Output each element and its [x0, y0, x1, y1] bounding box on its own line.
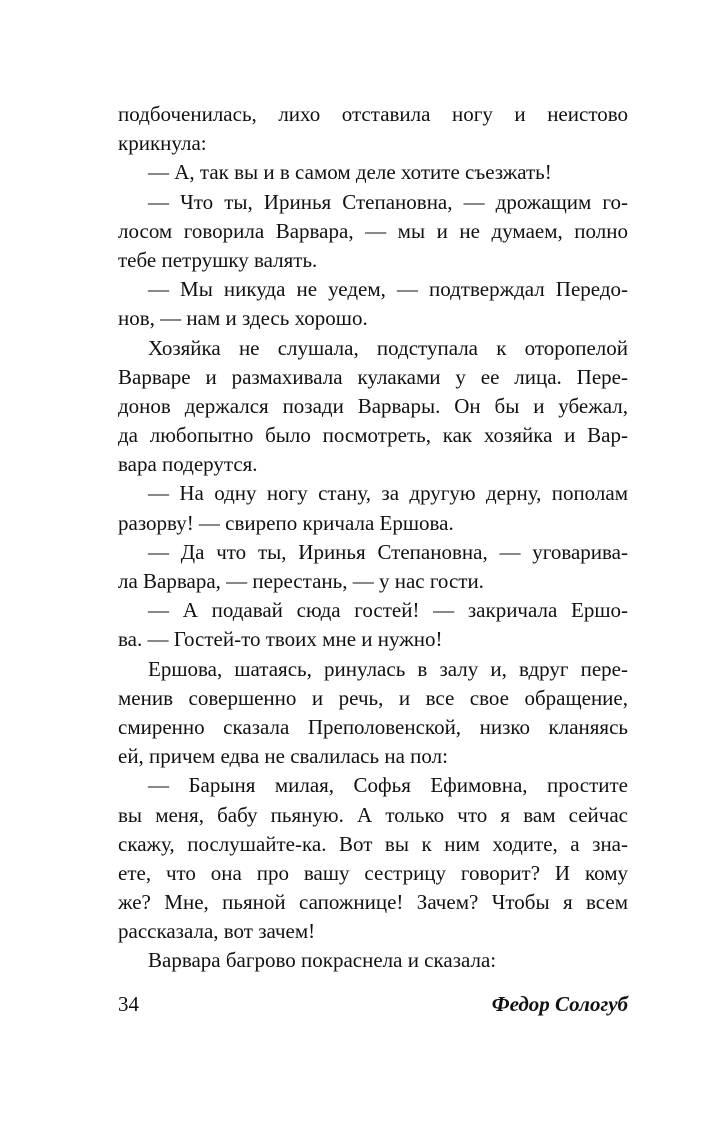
text-line: — Барыня милая, Софья Ефимовна, простите	[148, 773, 628, 798]
text-line: смиренно сказала Преполовенской, низко кланяясь	[118, 714, 628, 739]
text-line: — А, так вы и в самом деле хотите съезжать!	[148, 160, 552, 185]
page-footer	[118, 992, 628, 1022]
text-line: ва. — Гостей-то твоих мне и нужно!	[118, 627, 443, 652]
text-line: нов, — нам и здесь хорошо.	[118, 306, 368, 331]
text-line: — А подавай сюда гостей! — закричала Ершо-	[148, 598, 628, 623]
text-line: рассказала, вот зачем!	[118, 919, 316, 944]
text-line: же? Мне, пьяной сапожнице! Зачем? Чтобы я всем	[118, 890, 628, 915]
text-line: скажу, послушайте-ка. Вот вы к ним ходите, а зна-	[118, 831, 628, 856]
text-line: Варвара багрово покраснела и сказала:	[148, 948, 497, 973]
text-line: — Да что ты, Иринья Степановна, — уговарива-	[148, 539, 628, 564]
text-line: Ершова, шатаясь, ринулась в залу и, вдруг пере-	[148, 656, 628, 681]
paragraph	[118, 771, 628, 946]
paragraph	[118, 100, 628, 158]
running-title: Федор Сологуб	[491, 992, 628, 1016]
paragraph	[118, 188, 628, 276]
paragraph	[118, 334, 628, 480]
text-line: крикнула:	[118, 131, 207, 156]
text-line: донов держался позади Варвары. Он бы и убежал,	[118, 393, 628, 418]
text-line: тебе петрушку валять.	[118, 247, 318, 272]
text-line: вара подерутся.	[118, 452, 258, 477]
text-line: Варваре и размахивала кулаками у ее лица. Пере-	[118, 364, 628, 389]
text-line: разорву! — свирепо кричала Ершова.	[118, 510, 454, 535]
page-number: 34	[118, 992, 139, 1016]
text-line: да любопытно было посмотреть, как хозяйка и Вар-	[118, 423, 628, 448]
paragraph	[118, 158, 628, 187]
paragraph	[118, 275, 628, 333]
text-line: менив совершенно и речь, и все свое обращение,	[118, 685, 628, 710]
text-line: Хозяйка не слушала, подступала к оторопелой	[148, 335, 628, 360]
paragraph	[118, 946, 628, 975]
text-line: вы меня, бабу пьяную. А только что я вам сейчас	[118, 802, 628, 827]
text-line: — Что ты, Иринья Степановна, — дрожащим го-	[148, 189, 628, 214]
page-body	[118, 100, 628, 976]
text-line: ла Варвара, — перестань, — у нас гости.	[118, 569, 484, 593]
text-line: ете, что она про вашу сестрицу говорит? И кому	[118, 860, 628, 885]
paragraph	[118, 655, 628, 772]
paragraph	[118, 538, 628, 596]
paragraph	[118, 596, 628, 654]
text-line: лосом говорила Варвара, — мы и не думаем, полно	[118, 218, 628, 243]
paragraph	[118, 479, 628, 537]
text-line: подбоченилась, лихо отставила ногу и неистово	[118, 102, 628, 126]
text-line: — Мы никуда не уедем, — подтверждал Передо-	[148, 277, 628, 302]
text-line: ей, причем едва не свалилась на пол:	[118, 744, 448, 769]
text-line: — На одну ногу стану, за другую дерну, пополам	[148, 481, 628, 506]
